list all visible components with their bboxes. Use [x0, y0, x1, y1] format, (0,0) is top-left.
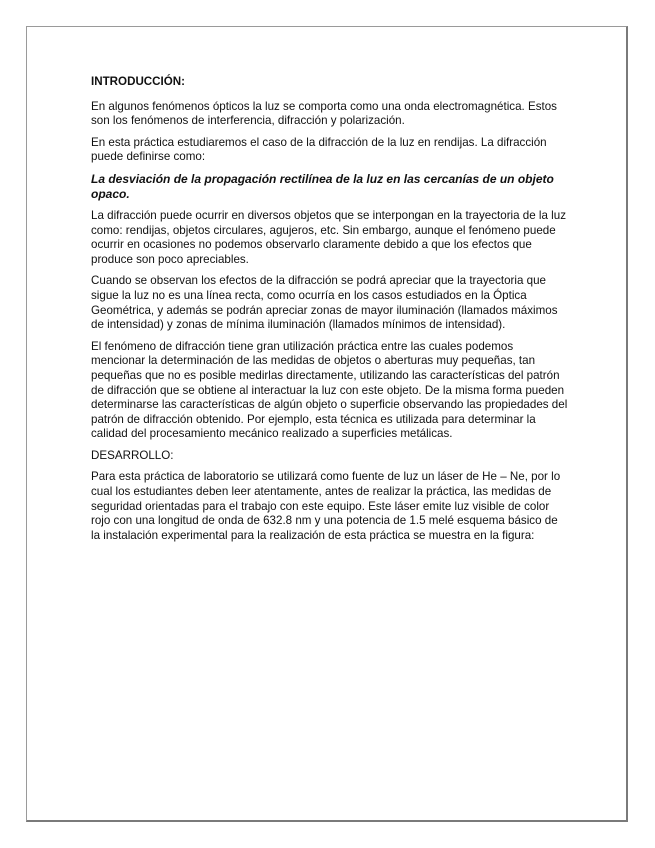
heading-desarrollo: DESARROLLO:: [91, 448, 174, 462]
paragraph-objetos: La difracción puede ocurrir en diversos objetos que se interpongan en la trayectoria de la luz como: rendijas, objetos circulares, agujeros, etc. Sin embargo, aunque el fenómeno puede ocurrir en ocasiones no podemos observarlo claramente debido a que los efectos que produce son poco apreciables.: [91, 208, 566, 266]
paragraph-intro: En algunos fenómenos ópticos la luz se comporta como una onda electromagnética. Estos son los fenómenos de interferencia, difracción y polarización.: [91, 99, 557, 128]
document-body: [91, 75, 569, 550]
paragraph-desarrollo: Para esta práctica de laboratorio se utilizará como fuente de luz un láser de He – Ne, por lo cual los estudiantes deben leer atentamente, antes de realizar la práctica, las medidas de seguridad orientadas para el trabajo con este equipo. Este láser emite luz visible de color rojo con una longitud de onda de 632.8 nm y una potencia de 1.5 melé esquema básico de la instalación experimental para la realización de esta práctica se muestra en la figura:: [91, 470, 561, 542]
definition-text: La desviación de la propagación rectilínea de la luz en las cercanías de un objeto opaco.: [91, 171, 554, 201]
heading-introduccion: INTRODUCCIÓN:: [91, 75, 186, 88]
paragraph-aplicaciones: El fenómeno de difracción tiene gran utilización práctica entre las cuales podemos mencionar la determinación de las medidas de objetos o aberturas muy pequeñas, tan pequeñas que no es posible medirlas directamente, utilizando las características del patrón de difracción que se obtiene al interactuar la luz con este objeto. De la misma forma pueden determinarse las características de algún objeto o superficie observando las propiedades del patrón de difracción obtenido. Por ejemplo, esta técnica es utilizada para determinar la calidad del procesamiento mecánico realizado a superficies metálicas.: [91, 339, 568, 441]
document-page: [26, 26, 628, 822]
paragraph-efectos: Cuando se observan los efectos de la difracción se podrá apreciar que la trayectoria que sigue la luz no es una línea recta, como ocurría en los casos estudiados en la Óptica Geométrica, y además se podrán apreciar zonas de mayor iluminación (llamados máximos de intensidad) y zonas de mínima iluminación (llamados mínimos de intensidad).: [91, 274, 558, 332]
paragraph-difraccion-definicion-intro: En esta práctica estudiaremos el caso de la difracción de la luz en rendijas. La difracción puede definirse como:: [91, 135, 547, 164]
